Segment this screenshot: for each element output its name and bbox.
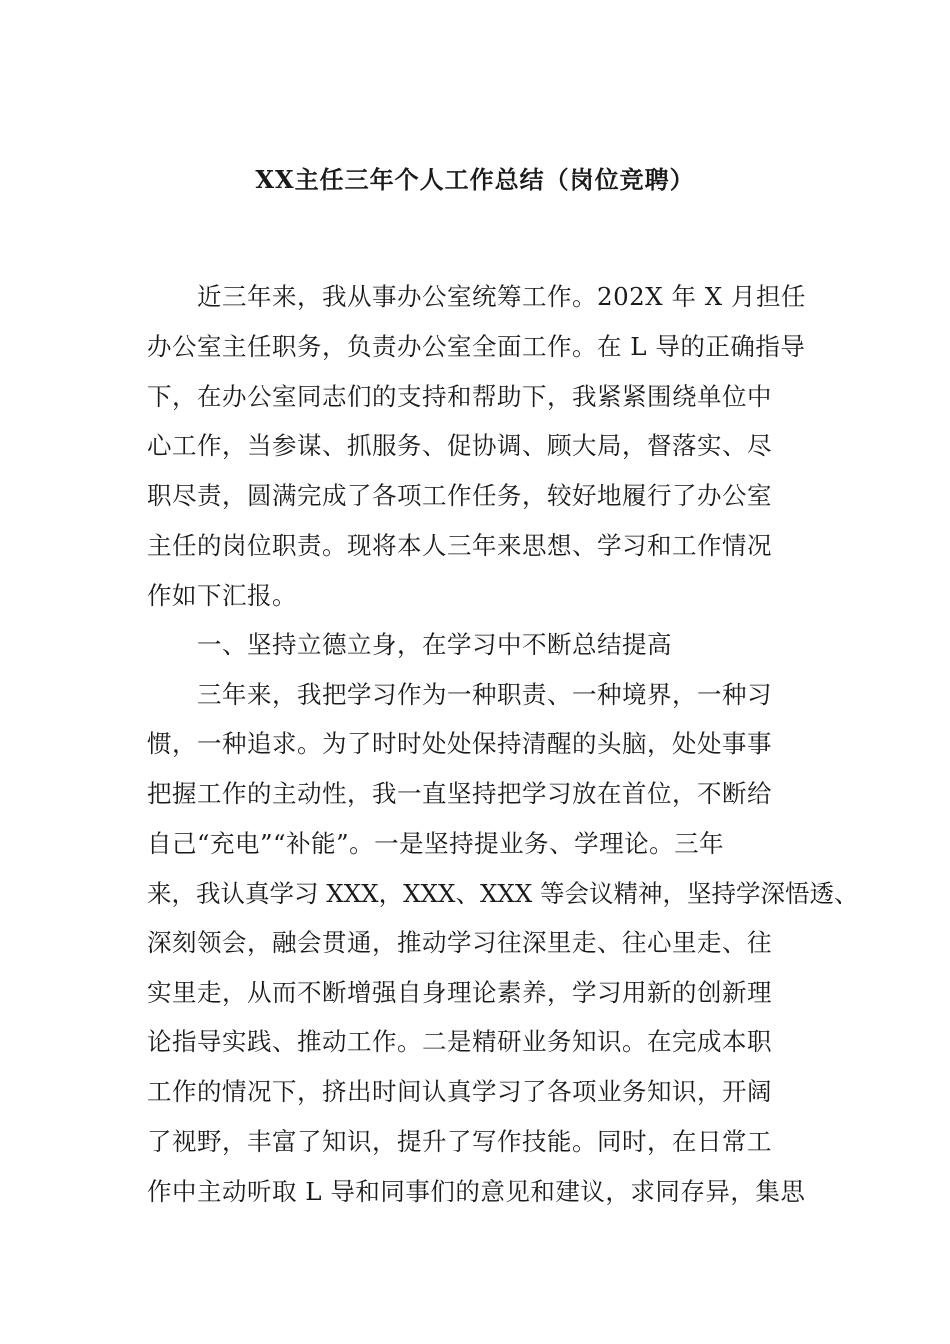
body-line: 下，在办公室同志们的支持和帮助下，我紧紧围绕单位中: [147, 382, 772, 411]
body-line: 深刻领会，融会贯通，推动学习往深里走、往心里走、往: [147, 928, 772, 957]
body-line: 作如下汇报。: [147, 581, 297, 610]
body-line: 主任的岗位职责。现将本人三年来思想、学习和工作情况: [147, 531, 772, 560]
body-line: 工作的情况下，挤出时间认真学习了各项业务知识，开阔: [147, 1077, 772, 1106]
body-line: 把握工作的主动性，我一直坚持把学习放在首位，不断给: [147, 779, 772, 808]
body-line: 来，我认真学习 XXX，XXX、XXX 等会议精神，坚持学深悟透、: [147, 879, 859, 908]
body-line: 心工作，当参谋、抓服务、促协调、顾大局，督落实、尽: [147, 431, 772, 460]
body-line: 了视野，丰富了知识，提升了写作技能。同时，在日常工: [147, 1127, 772, 1156]
body-line: 办公室主任职务，负责办公室全面工作。在 L 导的正确指导: [147, 332, 806, 361]
section-heading: 一、坚持立德立身，在学习中不断总结提高: [197, 630, 672, 659]
document-title: XX主任三年个人工作总结（岗位竞聘）: [255, 165, 695, 194]
body-line: 惯，一种追求。为了时时处处保持清醒的头脑，处处事事: [147, 729, 772, 758]
body-line: 论指导实践、推动工作。二是精研业务知识。在完成本职: [147, 1027, 772, 1056]
body-line: 作中主动听取 L 导和同事们的意见和建议，求同存异，集思: [147, 1177, 806, 1206]
body-line: 三年来，我把学习作为一种职责、一种境界，一种习: [197, 680, 772, 709]
body-line: 近三年来，我从事办公室统筹工作。202X 年 X 月担任: [197, 282, 807, 311]
body-line: 职尽责，圆满完成了各项工作任务，较好地履行了办公室: [147, 481, 772, 510]
body-line: 自己“充电”“补能”。一是坚持提业务、学理论。三年: [147, 829, 725, 858]
body-line: 实里走，从而不断增强自身理论素养，学习用新的创新理: [147, 978, 772, 1007]
